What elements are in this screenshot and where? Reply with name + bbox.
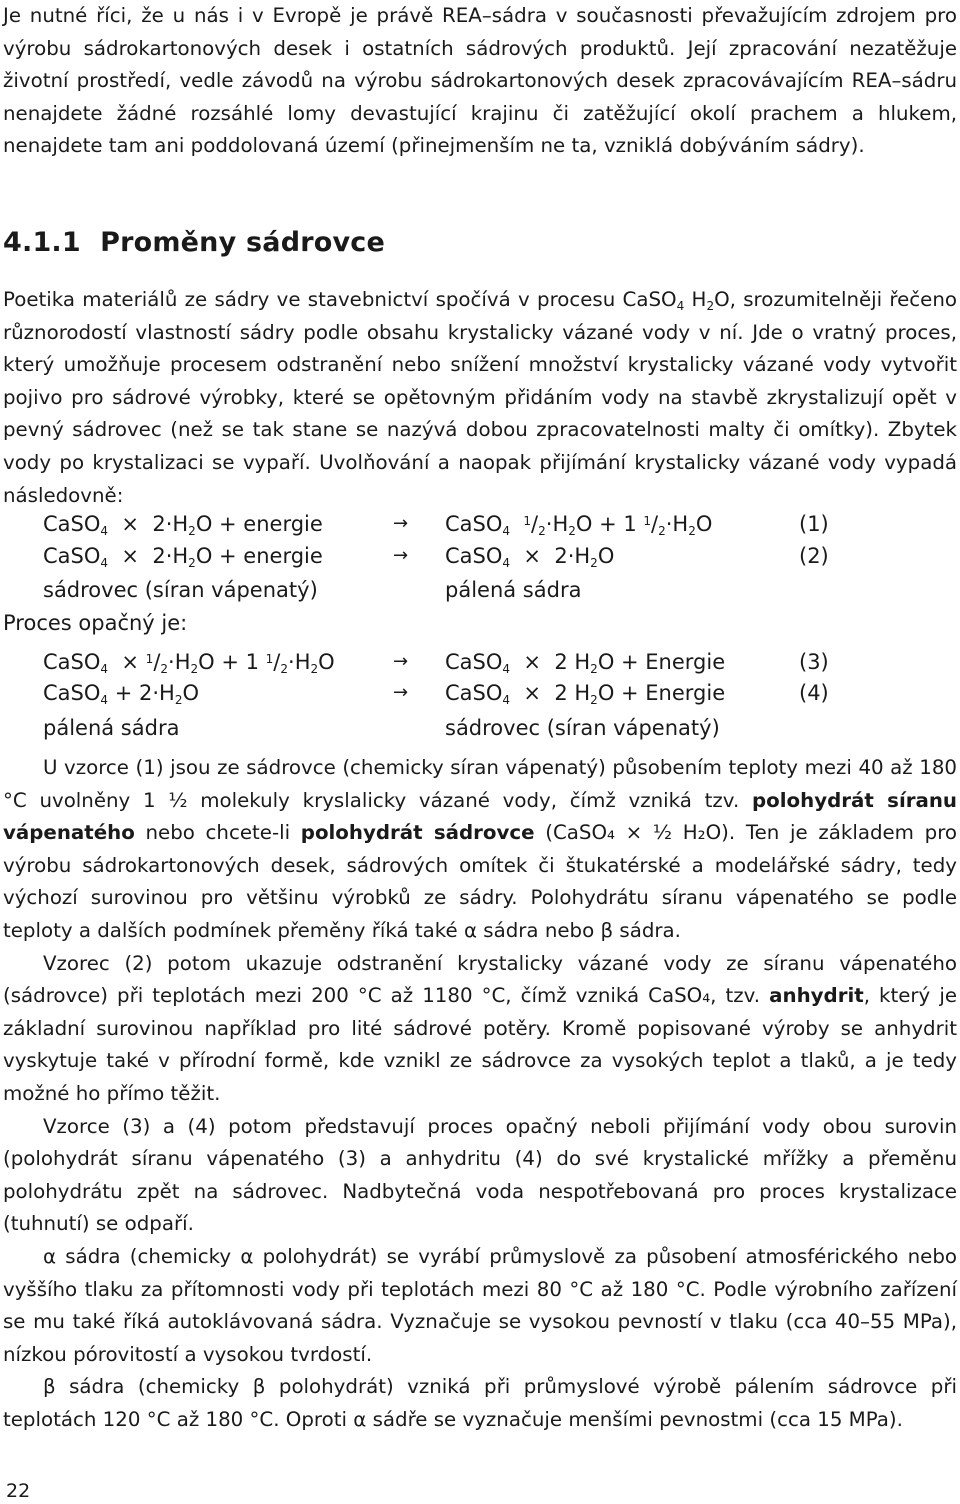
para3-text-c: nebo chcete-li	[134, 821, 301, 845]
equation-2: CaSO$_4$ × $2\cdot H_2O$ + energie → CaSO$_4$ × $2\cdot H_2O$ (2)	[43, 540, 843, 572]
equation-label: pálená sádra	[43, 716, 180, 740]
arrow-icon: →	[393, 651, 409, 672]
body-paragraph-1: Poetika materiálů ze sádry ve stavebnictví spočívá v procesu CaSO$_4$ $H_2O$, srozumitelněji řečeno různorodostí vlastností sádry podle obsahu krystalicky vázané vody v ní. Jde o vratný proces, který umožňuje procesem odstranění nebo snížení množství krystalicky vázané vody vytvořit pojivo pro sádrové výrobky, které se opětovným přidáním vody na stavbě zkrystalizují opět v pevný sádrovec (než se tak stane se nazývá dobou zpracovatelnosti malty či omítky). Zbytek vody po krystalizaci se vypaří. Uvolňování a naopak přijímání krystalicky vázané vody vypadá následovně:	[3, 288, 957, 507]
equation-label: sádrovec (síran vápenatý)	[43, 578, 318, 602]
arrow-icon: →	[393, 513, 409, 534]
para3-text-d: (CaSO₄ × ½ H₂O). Ten je základem pro výrobu sádrokartonových desek, sádrových omítek či štukatérské a modelářské sádry, tedy výchozí surovinou pro většinu výrobků ze sádry. Polohydrátu síranu vápenatého se podle teploty a dalších podmínek přeměny říká také α sádra nebo β sádra.	[3, 821, 957, 942]
paragraph-reverse: Vzorce (3) a (4) potom představují proces opačný neboli přijímání vody obou surovin (polohydrát síranu vápenatého (3) a anhydritu (4) do své krystalické mřížky a přeměnu polohydrátu zpět na sádrovec. Nadbytečná voda nespotřebovaná pro proces krystalizace (tuhnutí) se odpaří.	[3, 1114, 957, 1236]
paragraph-alpha: α sádra (chemicky α polohydrát) se vyrábí průmyslově za působení atmosférického nebo vyššího tlaku za přítomnosti vody při teplotách mezi 80 °C až 180 °C. Podle výrobního zařízení se mu také říká autoklávovaná sádra. Vyznačuje se vysokou pevností v tlaku (cca 40–55 MPa), nízkou pórovitostí a vysokou tvrdostí.	[3, 1244, 957, 1366]
page-number: 22	[6, 1480, 31, 1502]
paragraph-polohydrat	[3, 752, 957, 948]
arrow-icon: →	[393, 682, 409, 703]
equation-number: (4)	[799, 681, 829, 705]
section-title: Proměny sádrovce	[100, 227, 385, 258]
paragraph-beta: β sádra (chemicky β polohydrát) vzniká při průmyslové výrobě pálením sádrovce při teplotách 120 °C až 180 °C. Oproti α sádře se vyznačuje menšími pevnostmi (cca 15 MPa).	[3, 1375, 957, 1431]
equation-number: (2)	[799, 544, 829, 568]
para3-text-a: U vzorce (1) jsou ze sádrovce (chemicky síran vápenatý) působením teploty mezi 40 až 180 °C uvolněny 1 ½ molekuly kryslalicky vázané vody, čímž vzniká tzv.	[3, 756, 957, 812]
term-polohydrat-siranu: polohydrát síranu vápenatého	[3, 788, 958, 845]
section-heading	[3, 227, 385, 258]
equation-label: sádrovec (síran vápenatý)	[445, 716, 720, 740]
equation-label: pálená sádra	[445, 578, 582, 602]
equation-number: (1)	[799, 512, 829, 536]
arrow-icon: →	[393, 545, 409, 566]
equation-1: CaSO$_4$ × $2\cdot H_2O$ + energie → CaSO$_4$ $^1/_2\cdot H_2O + 1$ $^1/_2\cdot H_2O$ (1)	[43, 508, 843, 540]
para4-text-a: Vzorec (2) potom ukazuje odstranění krystalicky vázané vody ze síranu vápenatého (sádrovce) při teplotách mezi 200 °C až 1180 °C, čímž vzniká CaSO₄, tzv.	[3, 951, 957, 1008]
equation-number: (3)	[799, 650, 829, 674]
paragraph-anhydrit	[3, 948, 957, 1111]
body-text-a: Poetika materiálů ze sádry ve stavebnictví spočívá v procesu CaSO	[3, 288, 677, 311]
term-anhydrit: anhydrit	[769, 984, 864, 1008]
body-continued	[3, 752, 957, 1436]
equation-4: CaSO$_4$ + $2\cdot H_2O$ → CaSO$_4$ × 2 $H_2O$ + Energie (4)	[43, 677, 843, 709]
reverse-process-label: Proces opačný je:	[3, 611, 188, 635]
term-polohydrat-sadrovce: polohydrát sádrovce	[300, 821, 535, 845]
intro-paragraph: Je nutné říci, že u nás i v Evropě je právě REA–sádra v současnosti převažujícím zdrojem pro výrobu sádrokartonových desek i ostatních sádrových produktů. Její zpracování nezatěžuje životní prostředí, vedle závodů na výrobu sádrokartonových desek zpracovávajícím REA–sádru nenajdete žádné rozsáhlé lomy devastující krajinu či zatěžující okolí prachem a hlukem, nenajdete tam ani poddolovaná území (přinejmenším ne ta, vzniklá dobýváním sádry).	[3, 4, 957, 158]
body-text-c: O, srozumitelněji řečeno různorodostí vlastností sádry podle obsahu krystalicky vázané vody v ní. Jde o vratný proces, který umožňuje procesem odstranění nebo snížení množství krystalicky vázané vody vytvořit pojivo pro sádrové výrobky, které se opětovným přidáním vody na stavbě zkrystalizují opět v pevný sádrovec (než se tak stane se nazývá dobou zpracovatelnosti malty či omítky). Zbytek vody po krystalizaci se vypaří. Uvolňování a naopak přijímání krystalicky vázané vody vypadá následovně:	[3, 288, 957, 507]
para4-text-c: , který je základní surovinou například pro lité sádrové potěry. Kromě popisované výroby se anhydrit vyskytuje také v přírodní formě, kde vznikl ze sádrovce za vysokých teplot a tlaků, a je tedy možné ho přímo těžit.	[3, 984, 957, 1105]
equation-3: CaSO$_4$ × $^1/_2\cdot H_2O + 1$ $^1/_2\cdot H_2O$ → CaSO$_4$ × 2 $H_2O$ + Energie (3)	[43, 646, 843, 678]
body-text-b: H	[684, 288, 707, 311]
section-number: 4.1.1	[3, 227, 81, 258]
